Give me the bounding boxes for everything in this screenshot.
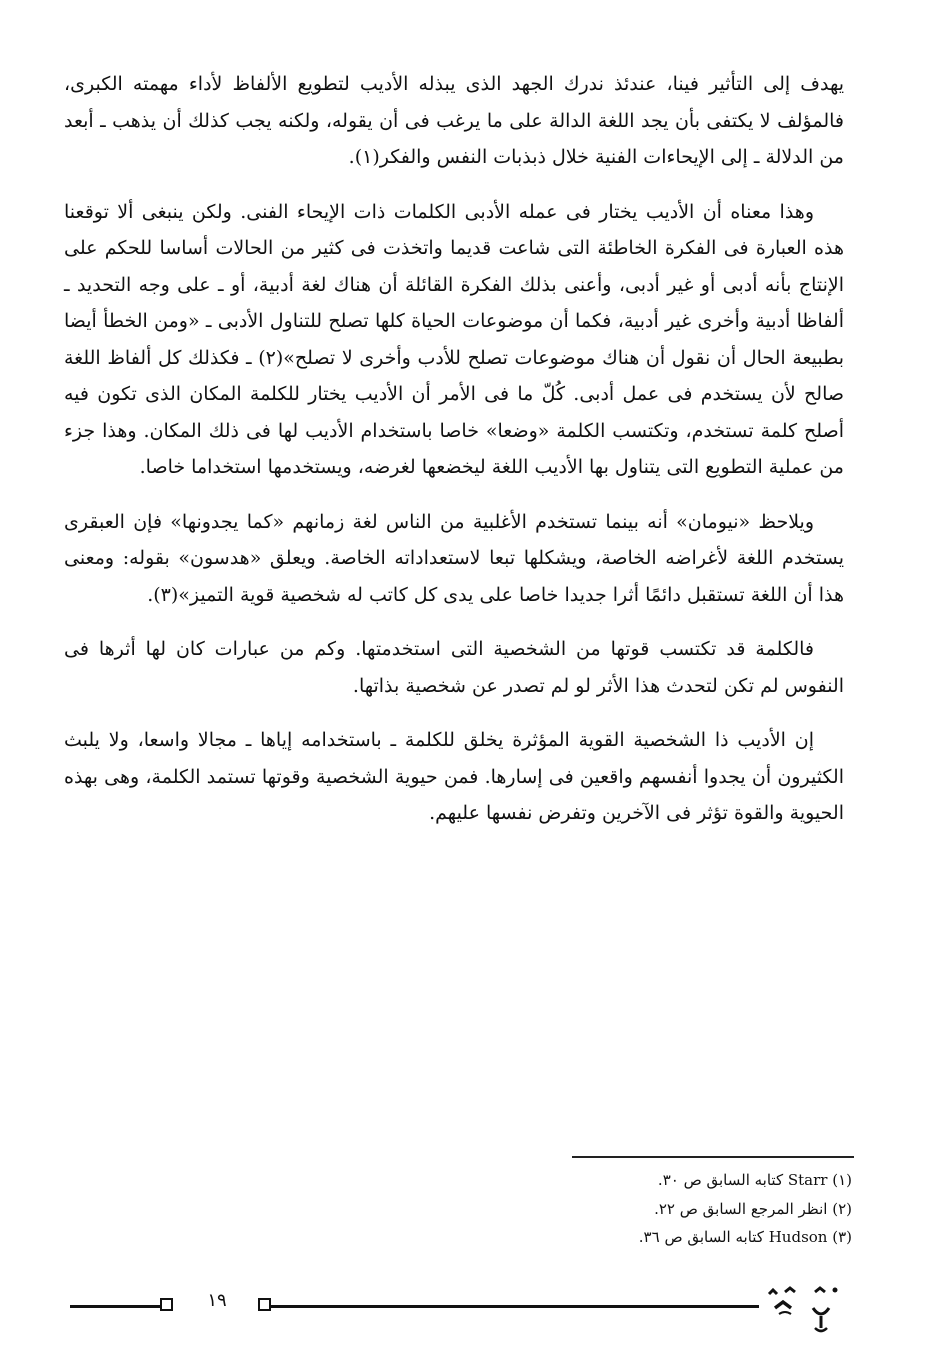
footer-rule-left	[70, 1305, 160, 1308]
footnote-1: (١) Starr كتابه السابق ص ٣٠.	[657, 1171, 852, 1189]
footer-rule-right	[271, 1305, 759, 1308]
page-number: ١٩	[207, 1290, 227, 1311]
paragraph-1: يهدف إلى التأثير فينا، عندئذ ندرك الجهد الذى يبذله الأديب لتطويع الألفاظ لأداء مهمته الكبرى، فالمؤلف لا يكتفى بأن يجد اللغة الدالة على ما يرغب فى أن يقوله، ولكنه يجب كذلك أن يذهب ـ أبعد من الدلالة ـ إلى الإيحاءات الفنية خلال ذبذبات النفس والفكر(١).	[64, 73, 844, 168]
paragraph-3: ويلاحظ «نيومان» أنه بينما تستخدم الأغلبية من الناس لغة زمانهم «كما يجدونها» فإن العبقرى يستخدم اللغة لأغراضه الخاصة، ويشكلها تبعا لاستعداداته الخاصة. ويعلق «هدسون» بقوله: ومعنى هذا أن اللغة تستقبل دائمًا أثرا جديدا خاصا على يدى كل كاتب له شخصية قوية التميز»(٣).	[64, 510, 844, 606]
paragraph-4: فالكلمة قد تكتسب قوتها من الشخصية التى استخدمتها. وكم من عبارات كان لها أثرها فى النفوس لم تكن لتحدث هذا الأثر لو لم تصدر عن شخصية بذاتها.	[64, 638, 844, 697]
paragraph-5: إن الأديب ذا الشخصية القوية المؤثرة يخلق للكلمة ـ باستخدامه إياها ـ مجالا واسعا، ولا يلبث الكثيرون أن يجدوا أنفسهم واقعين فى إسارها. فمن حيوية الشخصية وقوتها تستمد الكلمة، وهى بهذه الحيوية والقوة تؤثر فى الآخرين وتفرض نفسها عليهم.	[64, 729, 844, 824]
paragraph-2: وهذا معناه أن الأديب يختار فى عمله الأدبى الكلمات ذات الإيحاء الفنى. ولكن ينبغى ألا توقعنا هذه العبارة فى الفكرة الخاطئة التى شاعت قديما واتخذت فى كثير من الحالات أساسا للحكم على الإنتاج بأنه أدبى أو غير أدبى، وأعنى بذلك الفكرة القائلة أن هناك لغة أدبية، أو ـ على وجه التحديد ـ ألفاظا أدبية وأخرى غير أدبية، فكما أن موضوعات الحياة كلها تصلح للتناول الأدبى ـ «ومن الخطأ أيضا بطبيعة الحال أن نقول أن هناك موضوعات تصلح للأدب وأخرى لا تصلح»(٢) ـ فكذلك كل ألفاظ اللغة صالح لأن يستخدم فى عمل أدبى. كُلّ ما فى الأمر أن الأديب يختار للكلمة المكان الذى تكون فيه أصلح كلمة تستخدم، وتكتسب الكلمة «وضعا» خاصا باستخدام الأديب لها فى ذلك المكان. وهذا جزء من عملية التطويع التى يتناول بها الأديب اللغة ليخضعها لغرضه، ويستخدمها استخداما خاصا.	[64, 200, 845, 478]
page-footer	[70, 1280, 860, 1340]
page-body	[64, 66, 844, 850]
footnote-3: (٣) Hudson كتابه السابق ص ٣٦.	[638, 1228, 852, 1246]
footnote-2: (٢) انظر المرجع السابق ص ٢٢.	[654, 1199, 852, 1218]
footnote-divider	[572, 1156, 854, 1158]
footer-square-right-icon	[258, 1298, 271, 1311]
footer-square-left-icon	[160, 1298, 173, 1311]
footnotes	[492, 1166, 852, 1252]
footer-ornament-icon	[765, 1280, 845, 1340]
